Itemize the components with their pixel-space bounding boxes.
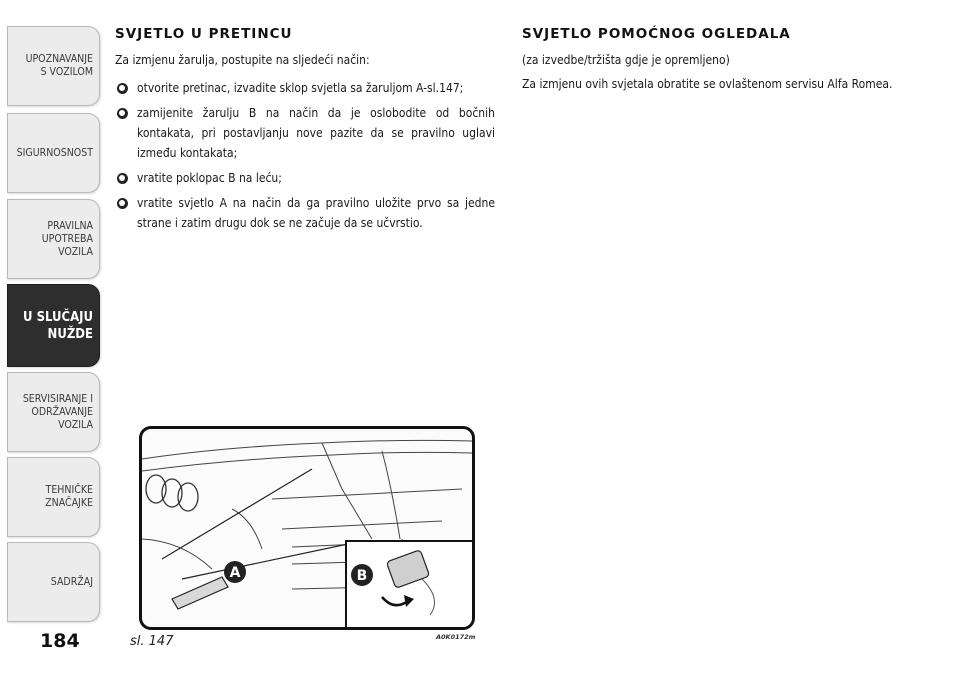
lamp-unit-shape [172, 561, 246, 609]
right-column [522, 26, 902, 102]
list-item-text: otvorite pretinac, izvadite sklop svjetla sa žaruljom A-sl.147; [137, 81, 464, 95]
tab-label-line: SERVISIRANJE I [22, 392, 93, 405]
figure-code: A0K0172m [436, 633, 476, 641]
tab-sigurnosnost[interactable] [7, 113, 100, 193]
list-item [115, 193, 495, 233]
tab-pravilna-upotreba[interactable] [7, 199, 100, 279]
page-number: 184 [40, 630, 80, 652]
list-item-text: zamijenite žarulju B na način da je oslobodite od bočnih kontakata, pri postavljanju nove pazite da se pravilno uglavi između kontakata; [137, 106, 495, 160]
tab-label-line: TEHNIČKE [45, 484, 93, 496]
tab-u-slucaju-nuzde[interactable] [7, 284, 100, 367]
tab-label-line: VOZILA [58, 418, 93, 431]
section-heading: SVJETLO U PRETINCU [115, 26, 293, 42]
list-item [115, 168, 495, 188]
bullet-icon [117, 83, 128, 94]
bullet-icon [117, 198, 128, 209]
tab-label-line: U SLUČAJU [23, 309, 93, 325]
figure-caption: sl. 147 [130, 634, 174, 649]
section-heading: SVJETLO POMOĆNOG OGLEDALA [522, 26, 791, 42]
tab-label-line: ZNAČAJKE [45, 497, 93, 509]
tab-label-line: SADRŽAJ [50, 575, 93, 588]
tab-label-line: SIGURNOSNOST [16, 146, 93, 159]
steps-list [115, 78, 495, 233]
tab-upoznavanje[interactable] [7, 26, 100, 106]
label-a: A [229, 565, 241, 581]
bullet-icon [117, 173, 128, 184]
list-item-text: vratite poklopac B na leću; [137, 171, 282, 185]
list-item [115, 103, 495, 163]
glovebox-illustration [142, 429, 472, 627]
label-b: B [356, 568, 368, 584]
tab-label-line: UPOTREBA [41, 232, 93, 245]
tab-label-line: PRAVILNA [47, 219, 93, 232]
list-item-text: vratite svjetlo A na način da ga pravilno uložite prvo sa jedne strane i zatim drugu dok se ne začuje da se učvrstio. [137, 196, 495, 230]
tab-sadrzaj[interactable] [7, 542, 100, 622]
tab-label-line: VOZILA [58, 245, 93, 258]
chapter-sidebar [0, 0, 103, 677]
left-column [115, 26, 495, 238]
tab-label-line: S VOZILOM [40, 66, 93, 78]
bullet-icon [117, 108, 128, 119]
tab-tehnicke-znacajke[interactable] [7, 457, 100, 537]
body-text: Za izmjenu ovih svjetala obratite se ovlaštenom servisu Alfa Romea. [522, 77, 893, 91]
subtitle-text: (za izvedbe/tržišta gdje je opremljeno) [522, 53, 730, 67]
list-item [115, 78, 495, 98]
tab-label-line: ODRŽAVANJE [31, 405, 93, 418]
illustration-figure [139, 426, 475, 630]
tab-label-line: UPOZNAVANJE [25, 53, 93, 65]
intro-text: Za izmjenu žarulja, postupite na sljedeći način: [115, 53, 370, 67]
tab-servisiranje[interactable] [7, 372, 100, 452]
tab-label-line: NUŽDE [47, 326, 93, 342]
